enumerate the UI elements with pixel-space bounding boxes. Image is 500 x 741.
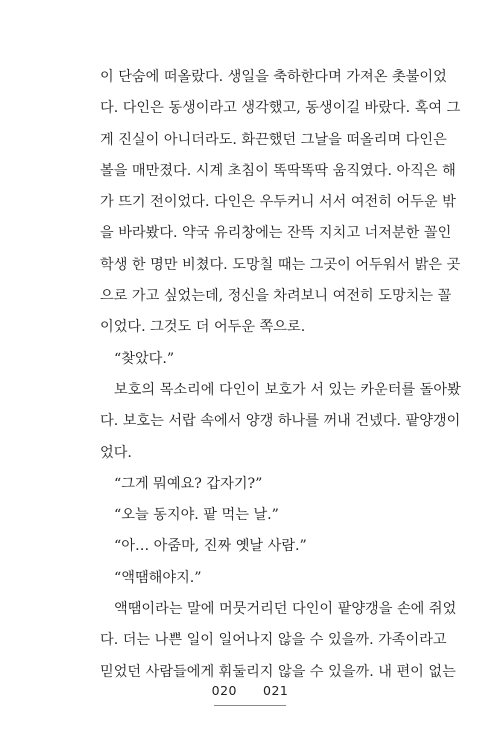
text-line: 다. 더는 나쁜 일이 일어나지 않을 수 있을까. 가족이라고 [100, 632, 447, 649]
text-line: 이 단숨에 떠올랐다. 생일을 축하한다며 가져온 촛불이었 [100, 69, 447, 85]
text-line: 액땜이라는 말에 머뭇거리던 다인이 팥양갱을 손에 쥐었 [114, 601, 457, 618]
page-number-left: 020 [211, 683, 237, 698]
text-line: “아… 아줌마, 진짜 옛날 사람.” [114, 538, 307, 555]
text-line: 학생 한 명만 비쳤다. 도망칠 때는 그곳이 어두워서 밝은 곳 [100, 256, 461, 273]
page-number-right: 021 [263, 683, 289, 698]
text-line: “찾았다.” [114, 350, 175, 367]
body-text [100, 62, 461, 688]
text-line: 보호의 목소리에 다인이 보호가 서 있는 카운터를 돌아봤 [114, 381, 461, 398]
text-line: 가 뜨기 전이었다. 다인은 우두커니 서서 여전히 어두운 밖 [100, 194, 456, 211]
text-line: 볼을 매만졌다. 시계 초침이 똑딱똑딱 움직였다. 아직은 해 [100, 162, 456, 179]
text-line: 었다. [100, 444, 132, 461]
page-numbers [0, 683, 500, 698]
text-line: 으로 가고 싶었는데, 정신을 차려보니 여전히 도망치는 꼴 [100, 288, 452, 305]
footer-rule [214, 705, 286, 706]
text-line: 이었다. 그것도 더 어두운 쪽으로. [100, 319, 306, 336]
text-line: 다. 다인은 동생이라고 생각했고, 동생이길 바랐다. 혹여 그 [100, 100, 461, 117]
text-line: “액땜해야지.” [114, 569, 202, 586]
text-line: 을 바라봤다. 약국 유리창에는 잔뜩 지치고 너저분한 꼴인 [100, 225, 452, 242]
text-line: 게 진실이 아니더라도. 화끈했던 그날을 떠올리며 다인은 [100, 131, 447, 148]
text-line: “그게 뭐예요? 갑자기?” [114, 475, 263, 492]
text-line: “오늘 동지야. 팥 먹는 날.” [114, 507, 279, 524]
text-line: 다. 보호는 서랍 속에서 양갱 하나를 꺼내 건넸다. 팥양갱이 [100, 413, 461, 430]
text-line: 믿었던 사람들에게 휘둘리지 않을 수 있을까. 내 편이 없는 [100, 663, 456, 680]
